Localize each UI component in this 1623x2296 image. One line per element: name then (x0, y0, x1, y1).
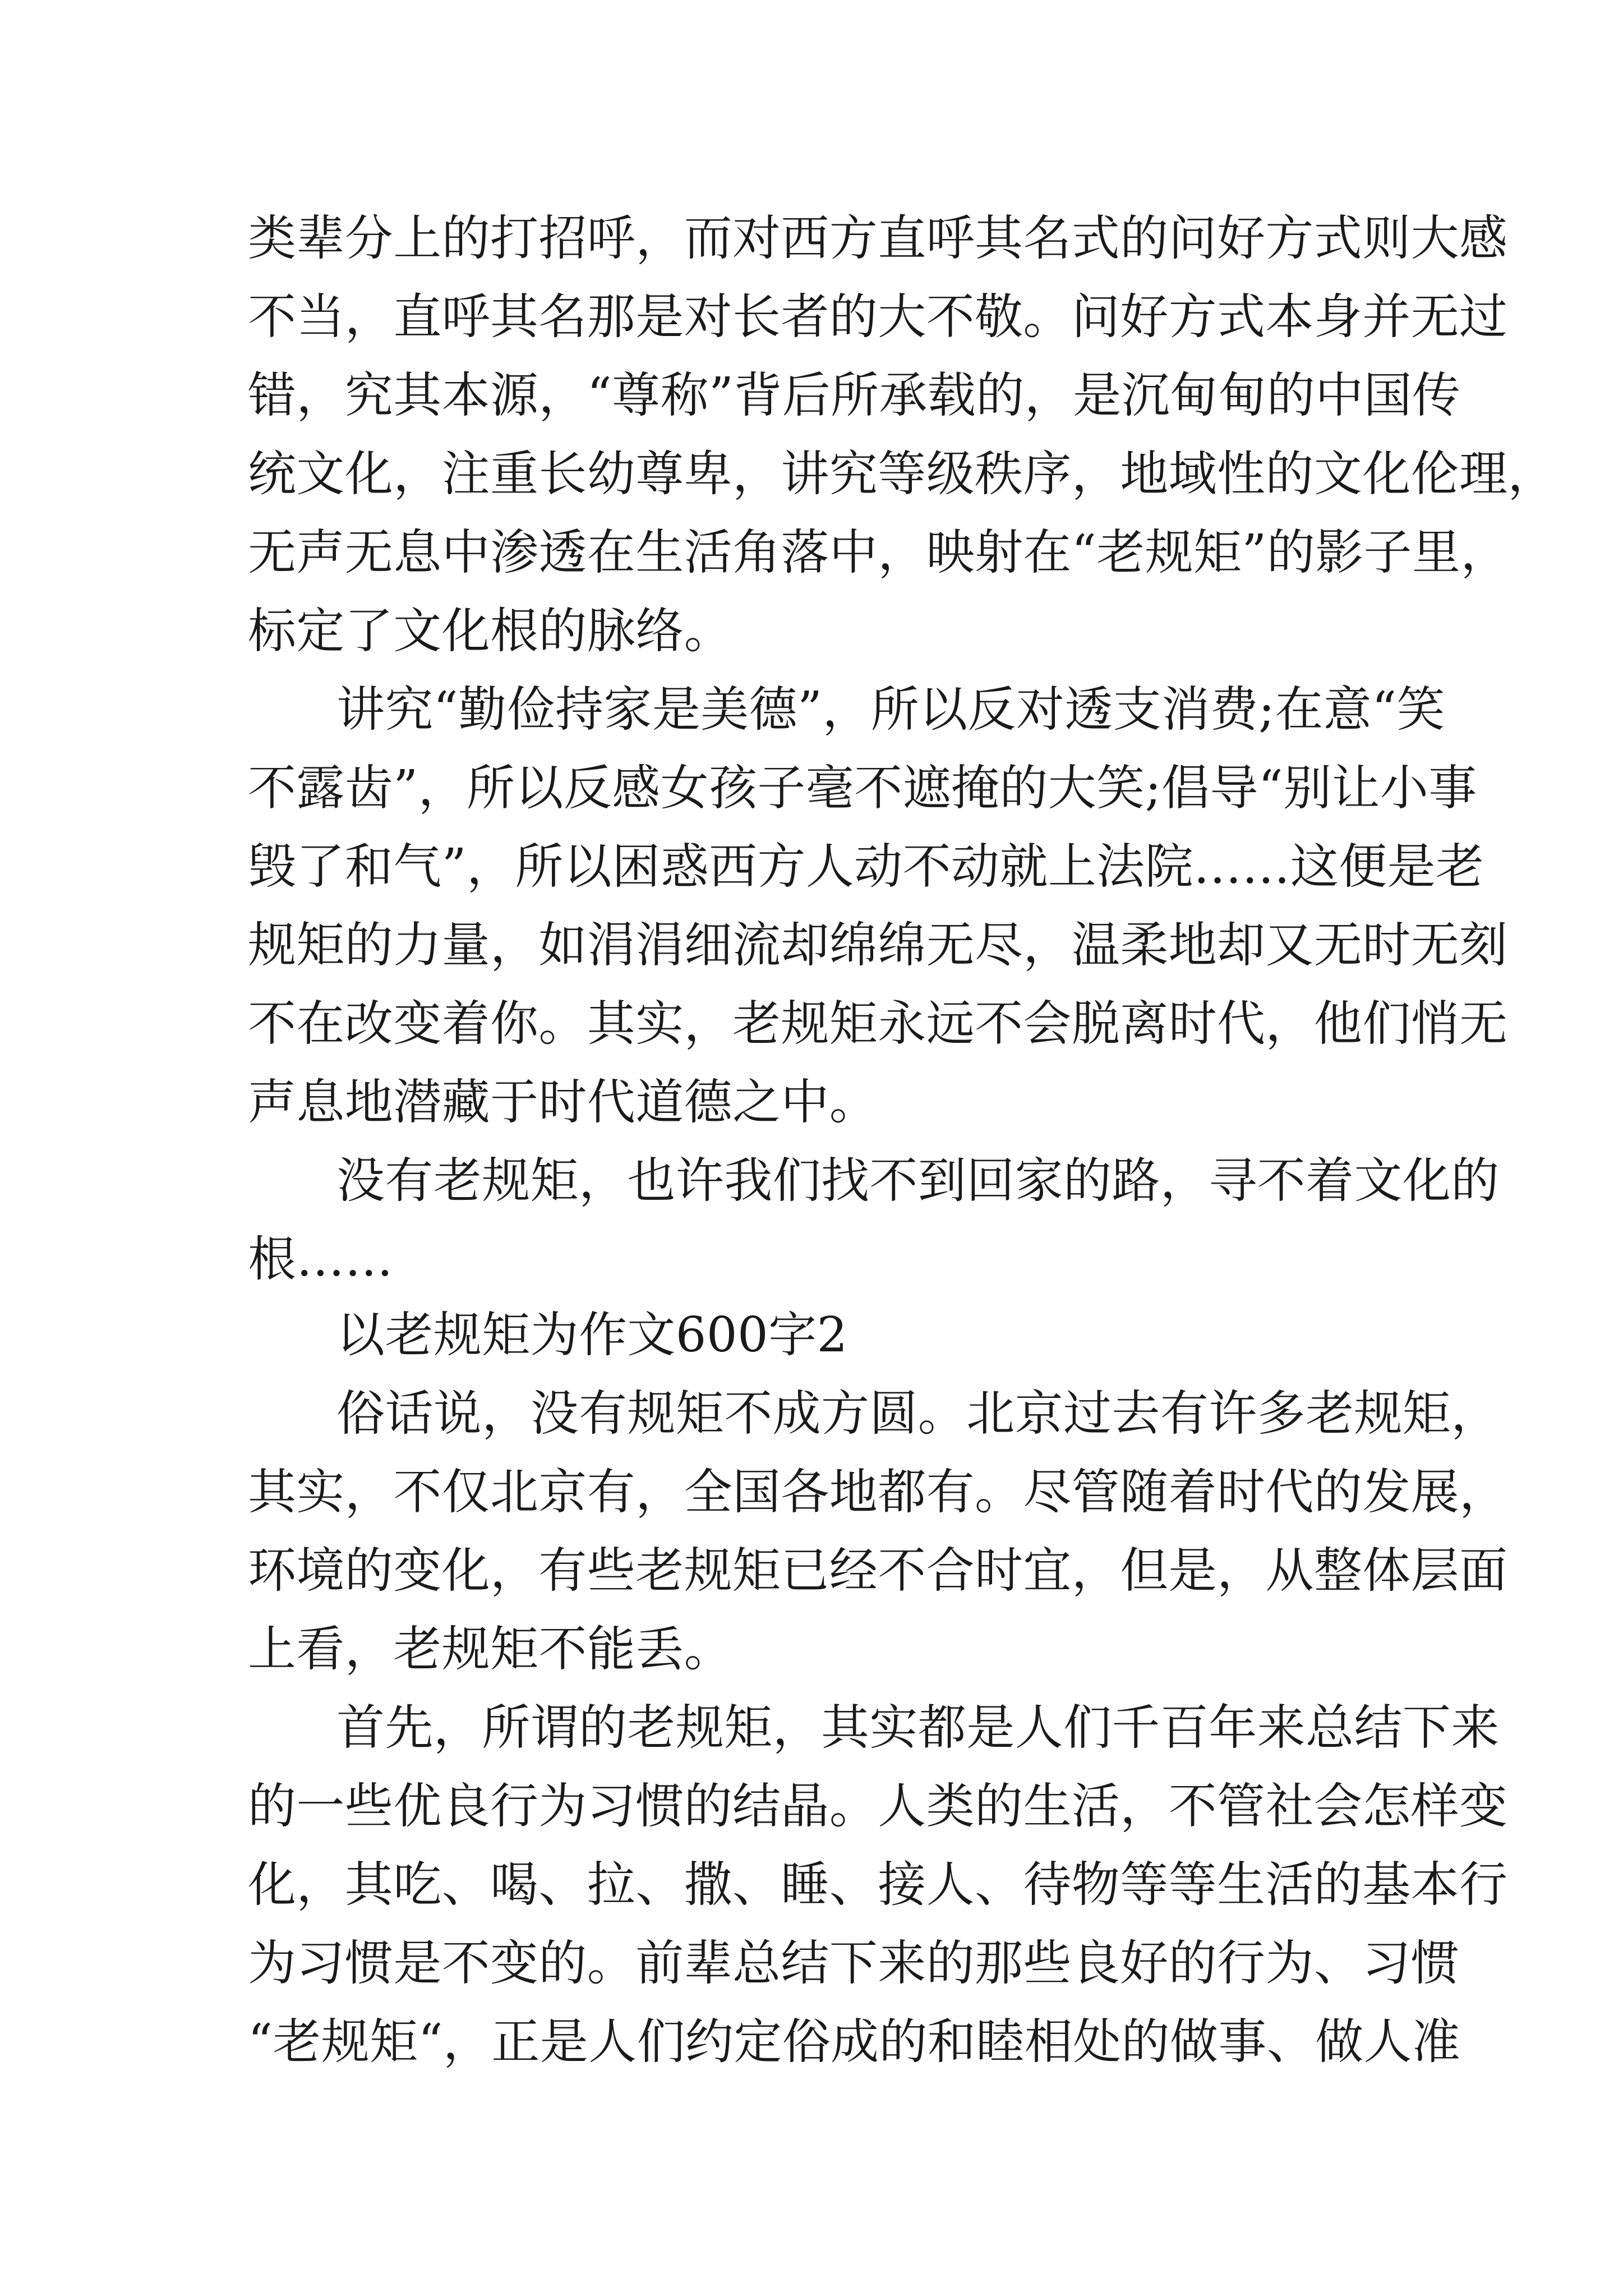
text-line: 为习惯是不变的。前辈总结下来的那些良好的行为、习惯 (248, 1935, 1459, 1991)
paragraph-first-line: 俗话说，没有规矩不成方圆。北京过去有许多老规矩， (336, 1386, 1500, 1442)
section-heading: 以老规矩为作文600字2 (336, 1307, 848, 1363)
text-line: 统文化，注重长幼尊卑，讲究等级秩序，地域性的文化伦理， (248, 446, 1556, 502)
text-line: 不当，直呼其名那是对长者的大不敬。问好方式本身并无过 (248, 289, 1508, 345)
text-line: 上看，老规矩不能丢。 (248, 1621, 732, 1677)
text-line: 不在改变着你。其实，老规矩永远不会脱离时代，他们悄无 (248, 996, 1508, 1052)
text-line: 标定了文化根的脉络。 (248, 603, 732, 659)
text-line: 毁了和气”，所以困惑西方人动不动就上法院……这便是老 (248, 839, 1484, 895)
text-line: 环境的变化，有些老规矩已经不合时宜，但是，从整体层面 (248, 1543, 1508, 1599)
paragraph-first-line: 讲究“勤俭持家是美德”，所以反对透支消费;在意“笑 (336, 682, 1445, 738)
paragraph-first-line: 没有老规矩，也许我们找不到回家的路，寻不着文化的 (336, 1153, 1500, 1209)
text-line: 规矩的力量，如涓涓细流却绵绵无尽，温柔地却又无时无刻 (248, 917, 1508, 973)
text-line: 类辈分上的打招呼，而对西方直呼其名式的问好方式则大感 (248, 210, 1508, 266)
text-line: 其实，不仅北京有，全国各地都有。尽管随着时代的发展， (248, 1464, 1508, 1520)
text-line: 根…… (248, 1231, 394, 1287)
text-line: 的一些优良行为习惯的结晶。人类的生活，不管社会怎样变 (248, 1778, 1508, 1834)
text-line: 错，究其本源，“尊称”背后所承载的，是沉甸甸的中国传 (248, 367, 1461, 424)
paragraph-first-line: 首先，所谓的老规矩，其实都是人们千百年来总结下来 (336, 1700, 1500, 1756)
text-line: 无声无息中渗透在生活角落中，映射在“老规矩”的影子里， (248, 524, 1509, 581)
text-line: 声息地潜藏于时代道德之中。 (248, 1074, 878, 1130)
text-line: 化，其吃、喝、拉、撒、睡、接人、待物等等生活的基本行 (248, 1857, 1508, 1913)
text-line: “老规矩“，正是人们约定俗成的和睦相处的做事、做人准 (248, 2014, 1461, 2070)
text-line: 不露齿”，所以反感女孩子毫不遮掩的大笑;倡导“别让小事 (248, 760, 1477, 816)
